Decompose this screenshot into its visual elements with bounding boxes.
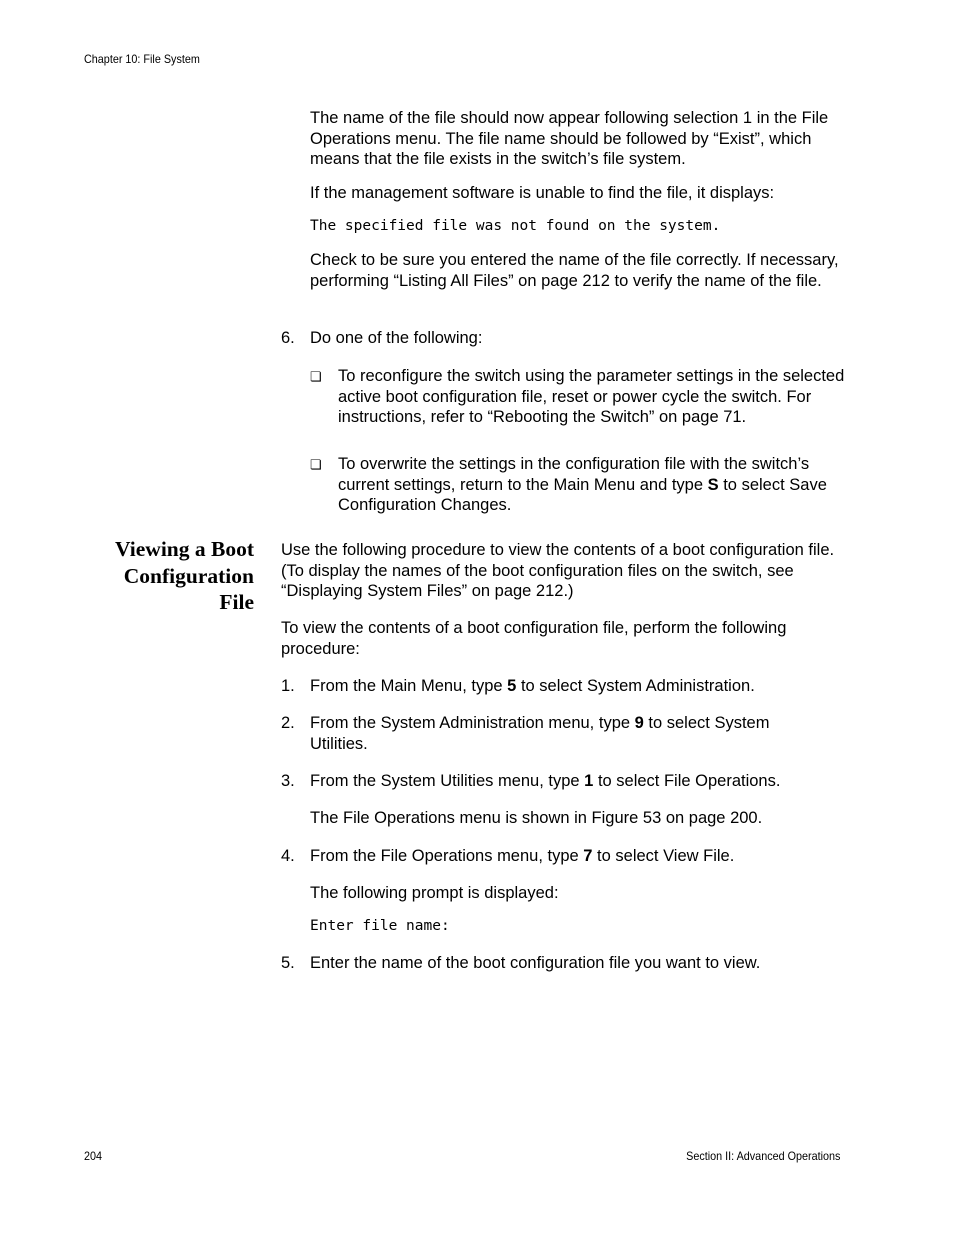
step-number-4: 4. xyxy=(281,847,295,865)
bullet-item-2: To overwrite the settings in the configuration file with the switch’s current settings, return to the Main Menu and type S to select Save Configuration Changes. xyxy=(338,455,827,514)
intro-paragraph-3: Check to be sure you entered the name of the file correctly. If necessary, performing “Listing All Files” on page 212 to verify the name of the file. xyxy=(310,251,839,290)
intro-paragraph-2: If the management software is unable to find the file, it displays: xyxy=(310,184,775,202)
section-paragraph-2: To view the contents of a boot configuration file, perform the following procedure: xyxy=(281,619,787,658)
step-5-text: Enter the name of the boot configuration file you want to view. xyxy=(310,954,761,972)
step-3-text: From the System Utilities menu, type 1 to select File Operations. xyxy=(310,772,781,790)
step-number-5: 5. xyxy=(281,954,295,972)
step-4-text: From the File Operations menu, type 7 to select View File. xyxy=(310,847,735,865)
step-number-3: 3. xyxy=(281,772,295,790)
intro-paragraph-1: The name of the file should now appear following selection 1 in the File Operations menu. The file name should be followed by “Exist”, which means that the file exists in the switch’s file system. xyxy=(310,109,829,168)
step-number-6: 6. xyxy=(281,329,295,347)
step-3-note: The File Operations menu is shown in Figure 53 on page 200. xyxy=(310,809,763,827)
bullet-item-1: To reconfigure the switch using the parameter settings in the selected active boot configuration file, reset or power cycle the switch. For instructions, refer to “Rebooting the Switch” on page 71. xyxy=(338,367,845,426)
step-1-text: From the Main Menu, type 5 to select System Administration. xyxy=(310,677,755,695)
step-4-note: The following prompt is displayed: xyxy=(310,884,559,902)
step-2-text: From the System Administration menu, type 9 to select System Utilities. xyxy=(310,714,770,753)
step-6-text: Do one of the following: xyxy=(310,329,483,347)
running-footer-section: Section II: Advanced Operations xyxy=(685,1149,840,1163)
page-number: 204 xyxy=(84,1149,103,1163)
section-paragraph-1: Use the following procedure to view the contents of a boot configuration file. (To display the names of the boot configuration files on the switch, see “Displaying System Files” on page 212.) xyxy=(281,541,835,600)
step-number-2: 2. xyxy=(281,714,295,732)
code-not-found: The specified file was not found on the system. xyxy=(310,218,721,234)
running-header: Chapter 10: File System xyxy=(84,52,200,66)
section-heading: Viewing a Boot Configuration File xyxy=(115,537,254,614)
checkbox-bullet-icon: ❏ xyxy=(310,457,322,472)
code-enter-file-name: Enter file name: xyxy=(310,918,450,934)
checkbox-bullet-icon: ❏ xyxy=(310,369,322,384)
step-number-1: 1. xyxy=(281,677,295,695)
